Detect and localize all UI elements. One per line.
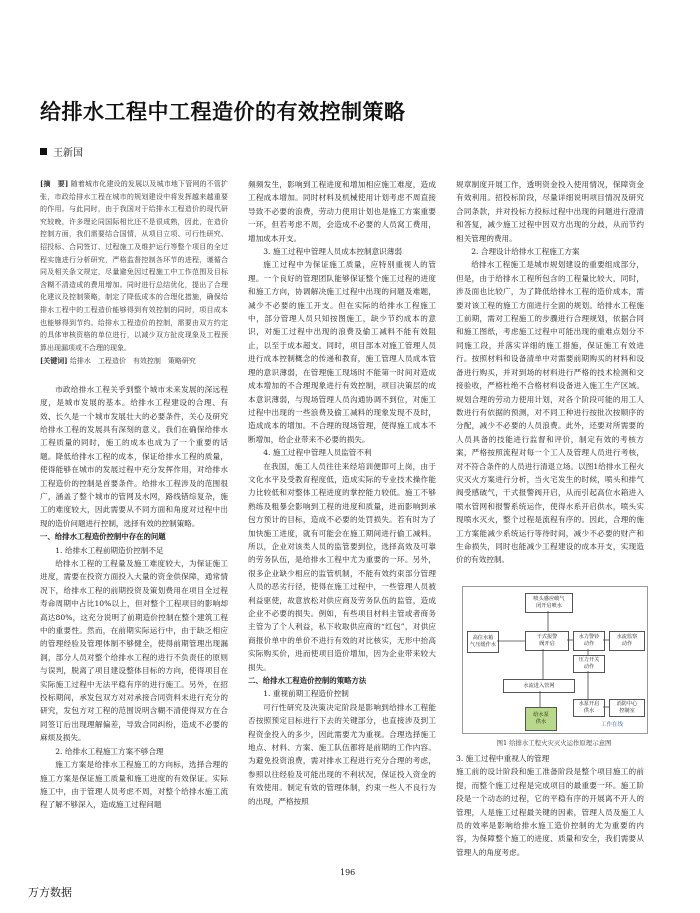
subheading-1-3: 3. 施工过程中管理人员成本控制意识薄弱 — [263, 247, 402, 257]
keywords-label: [关键词] — [40, 356, 68, 366]
abstract — [40, 178, 228, 354]
node-tank: 高位水箱 气压缓作水 — [467, 631, 499, 653]
section-heading-2: 二、给排水工程造价控制的策略方法 — [248, 676, 367, 686]
paragraph-2-3: 施工前的设计阶段和施工准备阶段是整个项目施工的前提，而整个施工过程是完成项目的最重要一环。施工阶段是一个动态的过程，它的平稳有序的开展离不开人的管理，人是施工过程最关键的因素，管理人员及施工人员的效率是影响给排水施工造价控制的尤为重要的内容，为保障整个施工的进度、质量和安全，我们需要从管理人的角度考虑。 — [456, 767, 644, 857]
node-dry-alarm: 干式报警 阀开启 — [525, 631, 569, 651]
paragraph-1-2: 施工方案是给排水工程施工的方向标，选择合理的施工方案是保证施工质量和施工进度的有效保证。实际施工中，由于管理人员考虑不周，对整个给排水施工流程了解不够深入，造成施工过程问题 — [40, 760, 228, 810]
paragraph-2-2: 给排水工程施工是城市规划建设的重要组成部分，但是，由于给排水工程所包含的工程量比较大，同时，涉及面也比较广，为了降低给排水工程的造价成本，需要对该工程的施工方面进行全面的规划。给排水工程施工前期，需对工程施工的步骤进行合理规划，依据合同和施工图纸，考虑施工过程中可能出现的重难点划分不同施工段，并落实详细的施工措施，保证施工有效进行。按照材料和设备清单中对需要前期购买的材料和设备进行购买，并对到场的材料进行严格的技术检测和交接验收，严格杜绝不合格材料设备进入施工生产区域。规划合理的劳动力使用计划，对各个阶段可能的用工人数进行有依据的预测，对不同工种进行按批次按顺序的分配，减少不必要的人员浪费。此外，还要对所需要的人员具备的技能进行监督和评价，制定有效的考核方案，严格按照流程对每一个工人及管理人员进行考核，对不符合条件的人员进行清退立场。以图1给排水工程火灾灭火方案进行分析，当火宅发生的时候，喷头和排气阀受感破气，干式报警阀开启，从而引起高位水箱进入喷水管网和报警系统运作，使得水系开启供水，喷头实现喷水灭火，整个过程是流程有序的。因此，合理的施工方案能减少系统运行等待时间，减少不必要的财产和生命损失，同时也能减少工程建设的成本开支，实现造价的有效控制。 — [456, 260, 644, 565]
node-sprinkler: 喷头感应破气 闭开启喷水 — [525, 593, 573, 613]
paragraph-2-1: 频频发生，影响到工程进度和增加相应施工难度，造成工程成本增加。同时材料及机械使用计划考虑不周直接导致不必要的浪费，劳动力使用计划也是施工方案重要一环，但若考虑不周，会造成不必要的人员窝工费用，增加成本开支。 — [248, 180, 436, 243]
author-line — [40, 144, 83, 159]
subheading-2-1: 1. 重视前期工程造价控制 — [263, 689, 349, 699]
keywords-text: 给排水 工程造价 有效控制 策略研究 — [69, 357, 196, 366]
subheading-2-3: 3. 施工过程中重视人的管理 — [456, 754, 550, 763]
figure-caption: 图1 给排水工程火灾灭火运作原理示意图 — [496, 739, 612, 747]
paragraph-2-1b: 可行性研究及决策决定阶段是影响到给排水工程能否按照预定目标进行下去的关键部分，也直接涉及到工程资金投入的多少，因此需要尤为重视。合理选择施工地点、材料、方案、施工队伍都将是前期的工作内容。为避免投资浪费，需对排水工程进行充分合理的考虑，参照以往经验及可能出现的不利状况，保证投入资金的有效使用。制定有效的管理体制，约束一些人不良行为的出现，严格按照 — [248, 702, 436, 806]
intro-paragraph: 市政给排水工程关乎到整个城市未来发展的深远程度，是城市发展的基本。给排水工程建设的合理、有效、长久是一个城市发展壮大的必要条件，关心及研究给排水工程的发展具有深刻的意义。我们在确保给排水工程质量的同时，施工的成本也成为了一个重要的话题。降低给排水工程的成本，保证给排水工程的质量，使得能够在城市的发展过程中充分发挥作用，对给排水工程造价的控制是首要条件。给排水工程涉及的范围很广，涵盖了整个城市的管网及水网，路线错综复杂，施工的难度较大，因此需要从不同方面和角度对过程中出现的造价问题进行控制，选择有效的控制策略。 — [40, 384, 228, 528]
abstract-label: [摘 要] — [40, 179, 69, 188]
node-bell: 水力警铃 动作 — [573, 631, 605, 651]
figure-logo: 工作在线 — [601, 722, 624, 728]
figure-1-diagram — [462, 586, 648, 734]
page-title: 给排水工程中工程造价的有效控制策略 — [40, 100, 406, 124]
footer-watermark: 万方数据 — [28, 886, 72, 899]
subheading-1-1: 1. 给排水工程前期造价控制不足 — [55, 545, 164, 555]
column-3-bottom — [456, 752, 644, 859]
node-feed-pump: 给水泵 供水 — [525, 707, 557, 731]
node-pressure-switch: 压力开关 动作 — [573, 655, 605, 673]
node-pump: 水泵开启 供水 — [573, 699, 605, 717]
paragraph-1-4: 在我国，施工人员往往来经培训便即可上岗，由于文化水平及受教育程度低，造成实际的专业技术操作能力比较低和对整体工程进度的掌控能力较低。施工不够熟练及粗暴会影响到工程的进度和质量，进而影响到承包方预计的目标，造成不必要的处罚损失。若有时为了加快施工进度，就有可能会在施工期间进行偷工减料。所以，企业对该类人员的监管要到位，选择高效及可靠的劳务队伍，是给排水工程中尤为重要的一环。另外，很多企业缺少相应的监管机制，不能有效约束部分管理人员的恶劣行径，使得在施工过程中，一些管理人员被利益驱使，故意放松对供应商及劳务队伍的监管，造成企业不必要的损失。例如，有些项目材料主管或者商务主管为了个人利益，私下收取供应商的“红包”，对供应商报价单中的单价不进行有效的对比核实，无形中抬高实际购买价，进而使项目造价增加，因为企业带来较大损失。 — [248, 461, 436, 672]
column-1 — [40, 178, 228, 812]
paragraph-1-1: 给排水工程的工程量及施工难度较大，为保证施工进度，需要在投资方面投入大量的资金供保障，通常情况下，给排水工程的前期投资及策划费用在项目全过程寿命周期中占比10%以上，但对整个工程项目的影响却高达80%，这充分说明了前期造价控制在整个建筑工程中的重要性。然而，在前期实际运行中，由于缺乏相应的管理经验及管理体制不够健全，使得前期管理出现漏洞，部分人员对整个给排水工程的进行不负责任的原则与误判，脱离了项目建设整体目标的方向，使得项目在实际施工过程中无法平稳有序的进行施工。另外，在招投标期间，承发包双方对对承接合同资料未进行充分的研究，发包方对工程的范围说明含糊不清使得双方在合同签订后出现理解偏差，导致合同纠纷，造成不必要的麻烦及损失。 — [40, 559, 228, 743]
node-control-room: 消防中心 控制室 — [609, 699, 645, 717]
author-name: 王新国 — [53, 148, 83, 159]
paragraph-1-3: 施工过程中为保证施工质量，应特别重视人的管理。一个良好的管理团队能够保证整个施工过程的进度和施工方向，协调解决施工过程中出现的问题及难题，减少不必要的施工开支。但在实际的给排水工程施工中，部分管理人员只知按图施工，缺少节约成本的意识，对施工过程中出现的浪费及偷工减料不能有效阻止，以至于成本超支。同时，项目部本对施工管理人员进行成本控制概念的传递和教育，施工管理人员成本管理的意识薄弱，在管理施工现场时不能第一时间对造成成本增加的不合理现象进行有效控制，项目决策层的成本意识薄弱，与现场管理人员沟通协调不到位，对施工过程中出现的一些浪费及偷工减料的现象发现不及时，造成成本的增加。不合理的现场管理，使得施工成本不断增加，给企业带来不必要的损失。 — [248, 260, 436, 444]
keywords — [40, 354, 228, 368]
column-3 — [456, 178, 644, 578]
subheading-1-2: 2. 给排水工程施工方案不够合理 — [55, 746, 164, 756]
subheading-1-4: 4. 施工过程中管理人员监管不利 — [263, 448, 372, 458]
paragraph-3-1: 规章制度开展工作，透明资金投入使用情况，保障资金有效利用。招投标阶段，尽量详细说明项目情况及研究合同条款，并对投标方投标过程中出现的问题进行澄清和答复，减少施工过程中因双方出现的分歧，从而节约相关管理的费用。 — [456, 180, 644, 243]
node-flow-monitor: 水流监察 动作 — [609, 631, 645, 651]
abstract-text: 随着城市化建设的发展以及城市地下管网的不管扩张，市政给排水工程在城市的规划建设中将发挥越来越重要的作用。与此同时，由于我国对于给排水工程造价的现代研究较晚，许多理论同国际相比还不是很成熟，因此，在造价控制方面，我们需要结合国情，从项目立项、可行性研究、招投标、合同签订、过程施工及维护运行等整个项目的全过程实施进行分析研究，严格监督控制各环节的进程，谨循合同及相关条文规定，尽量避免因过程施工中工作范围及目标含糊不清造成的费用增加。同时进行总结优化，提出了合理化建议及控制策略，制定了降低成本的合理化措施，确保给排水工程中的工程造价能够得到有效控制的同时，项目成本也能够得到节约。给排水工程造价的控制，需要由双方约定的具体审核资格的单位进行，以减少双方扯皮现象及工程预算出现漏项或不合理的现象。 — [40, 180, 228, 352]
node-pipe-network: 水流进入管网 — [503, 679, 575, 693]
section-heading-1: 一、给排水工程造价控制中存在的问题 — [40, 532, 166, 542]
subheading-2-2: 2. 合理设计给排水工程施工方案 — [471, 247, 580, 257]
figure-connectors — [463, 587, 647, 733]
square-bullet-icon — [40, 148, 47, 155]
column-2 — [248, 178, 436, 808]
page-number: 196 — [340, 868, 356, 877]
